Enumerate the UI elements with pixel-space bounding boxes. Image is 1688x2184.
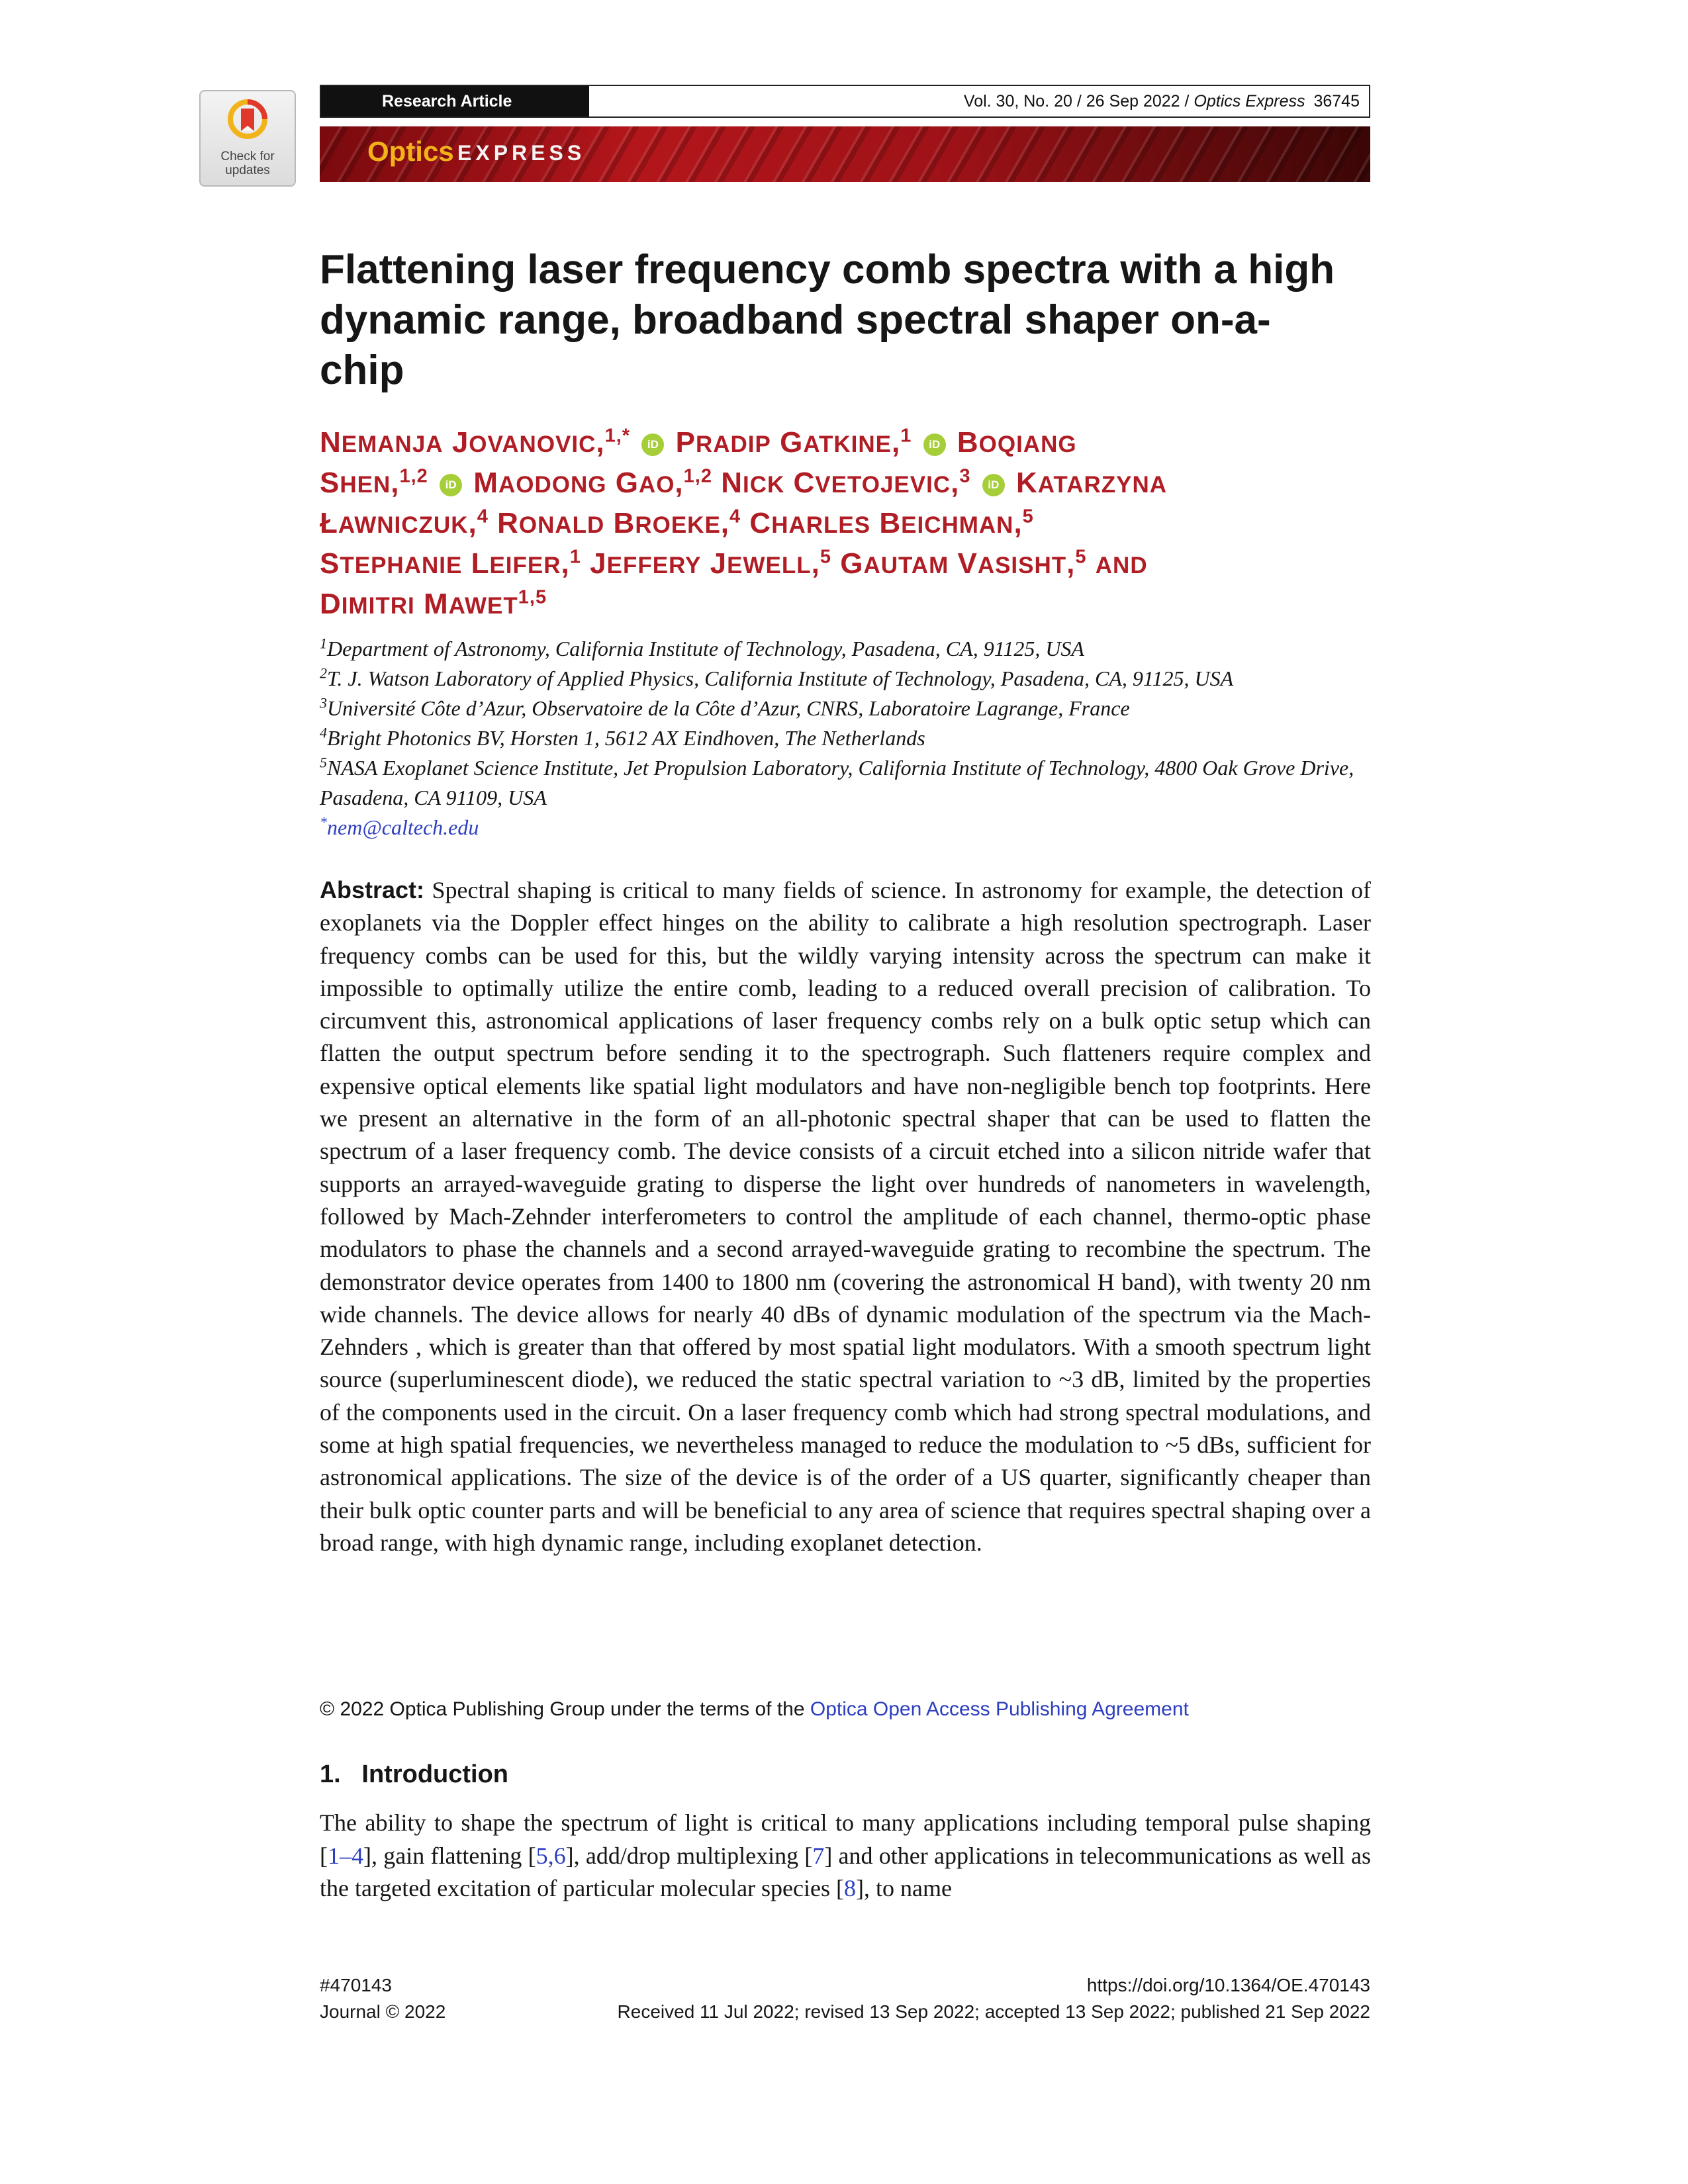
author[interactable]: MAODONG GAO,$^{1,2}$	[473, 465, 712, 499]
section-heading: 1. Introduction	[320, 1760, 509, 1788]
author-continued[interactable]: SHEN,$^{1,2}$	[320, 465, 428, 499]
article-type-label: Research Article	[321, 86, 589, 116]
license-link[interactable]: Optica Open Access Publishing Agreement	[810, 1698, 1189, 1720]
orcid-icon[interactable]: iD	[923, 433, 946, 456]
intro-paragraph: The ability to shape the spectrum of light is critical to many applications including temporal pulse shaping [1–4], gain flattening [5,6], add/drop multiplexing [7] and other applications in telecommunications as well as the targeted excitation of particular molecular species [8], to name	[320, 1809, 1372, 1901]
citation-link[interactable]: 1–4	[328, 1842, 363, 1869]
author[interactable]: CHARLES BEICHMAN,$^5$	[749, 506, 1034, 539]
author[interactable]: BOQIANG	[957, 426, 1077, 459]
author[interactable]: NICK CVETOJEVIC,$^3$	[721, 465, 971, 499]
citation-link[interactable]: 7	[812, 1842, 825, 1869]
affiliation: $^5$NASA Exoplanet Science Institute, Jet Propulsion Laboratory, California Institute of Technology, 4800 Oak Grove Drive, Pasadena, CA 91109, USA	[320, 754, 1354, 809]
publication-history: Received 11 Jul 2022; revised 13 Sep 2022; accepted 13 Sep 2022; published 21 Sep 2022	[617, 2001, 1370, 2022]
journal-copyright: Journal © 2022	[320, 2001, 446, 2022]
journal-banner	[320, 126, 1370, 182]
citation-line: Vol. 30, No. 20 / 26 Sep 2022 / Optics Express 36745	[963, 92, 1360, 111]
affiliations	[320, 634, 1379, 842]
affiliation: $^3$Université Côte d’Azur, Observatoire de la Côte d’Azur, CNRS, Laboratoire Lagrange, France	[320, 694, 1130, 720]
citation-link[interactable]: 5,6	[536, 1842, 566, 1869]
abstract	[320, 874, 1371, 1559]
author[interactable]: GAUTAM VASISHT,$^5$	[840, 546, 1087, 580]
badge-label: Check for updates	[220, 150, 275, 177]
doi-link[interactable]: https://doi.org/10.1364/OE.470143	[1086, 1975, 1370, 1995]
abstract-label: Abstract:	[320, 876, 425, 903]
paper-title: Flattening laser frequency comb spectra with a high dynamic range, broadband spectral shaper on-a-chip	[320, 247, 1335, 393]
author[interactable]: DIMITRI MAWET$^{1,5}$	[320, 586, 547, 620]
journal-header-bar	[320, 85, 1370, 118]
author[interactable]: RONALD BROEKE,$^4$	[497, 506, 741, 539]
author-continued[interactable]: ŁAWNICZUK,$^4$	[320, 506, 489, 539]
corresponding-email[interactable]: *nem@caltech.edu	[320, 813, 479, 839]
orcid-icon[interactable]: iD	[982, 474, 1005, 496]
author[interactable]: STEPHANIE LEIFER,$^1$	[320, 546, 581, 580]
journal-logo-express: EXPRESS	[457, 141, 586, 165]
check-for-updates-badge[interactable]	[199, 90, 296, 187]
citation-link[interactable]: 8	[843, 1875, 856, 1901]
footer-left	[320, 1972, 445, 2025]
author[interactable]: PRADIP GATKINE,$^1$	[675, 425, 912, 459]
footer-right	[618, 1972, 1370, 2025]
author[interactable]: KATARZYNA	[1015, 467, 1168, 499]
abstract-text: Spectral shaping is critical to many fields of science. In astronomy for example, the detection of exoplanets via the Doppler effect hinges on the ability to calibrate a high resolution spectrograph. Laser frequency combs can be used for this, but the wildly varying intensity across the spectrum can make it impossible to optimally utilize the entire comb, leading to a reduced overall precision of calibration. To circumvent this, astronomical applications of laser frequency combs rely on a bulk optic setup which can flatten the output spectrum before sending it to the spectrograph. Such flatteners require complex and expensive optical elements like spatial light modulators and have non-negligible bench top footprints. Here we present an alternative in the form of an all-photonic spectral shaper that can be used to flatten the spectrum of a laser frequency comb. The device consists of a circuit etched into a silicon nitride wafer that supports an arrayed-waveguide grating to disperse the light over hundreds of nanometers in wavelength, followed by Mach-Zehnder interferometers to control the amplitude of each channel, thermo-optic phase modulators to phase the channels and a second arrayed-waveguide grating to recombine the spectrum. The demonstrator device operates from 1400 to 1800 nm (covering the astronomical H band), with twenty 20 nm wide channels. The device allows for nearly 40 dBs of dynamic modulation of the spectrum via the Mach-Zehnders , which is greater than that offered by most spatial light modulators. With a smooth spectrum light source (superluminescent diode), we reduced the static spectral variation to ~3 dB, limited by the properties of the components used in the circuit. On a laser frequency comb which had strong spectral modulations, and some at high spatial frequencies, we nevertheless managed to reduce the modulation to ~5 dBs, sufficient for astronomical applications. The size of the device is of the order of a US quarter, significantly cheaper than their bulk optic counter parts and will be beneficial to any area of science that requires spectral shaping over a broad range, with high dynamic range, including exoplanet detection.	[320, 877, 1371, 1556]
author[interactable]: NEMANJA JOVANOVIC,$^{1,*}$	[320, 425, 631, 459]
journal-logo-optics: Optics	[367, 136, 454, 167]
manuscript-id: #470143	[320, 1975, 393, 1995]
author-list	[320, 424, 1372, 625]
affiliation: $^4$Bright Photonics BV, Horsten 1, 5612 AX Eindhoven, The Netherlands	[320, 724, 925, 750]
copyright-line: © 2022 Optica Publishing Group under the terms of the Optica Open Access Publishing Agreement	[320, 1698, 1189, 1720]
crossmark-icon	[228, 99, 267, 146]
orcid-icon[interactable]: iD	[641, 433, 664, 456]
affiliation: $^2$T. J. Watson Laboratory of Applied Physics, California Institute of Technology, Pasadena, CA, 91125, USA	[320, 664, 1234, 690]
author[interactable]: JEFFERY JEWELL,$^5$	[590, 546, 831, 580]
and-word: AND	[1095, 553, 1148, 578]
orcid-icon[interactable]: iD	[440, 474, 462, 496]
affiliation: $^1$Department of Astronomy, California Institute of Technology, Pasadena, CA, 91125, USA	[320, 635, 1084, 660]
